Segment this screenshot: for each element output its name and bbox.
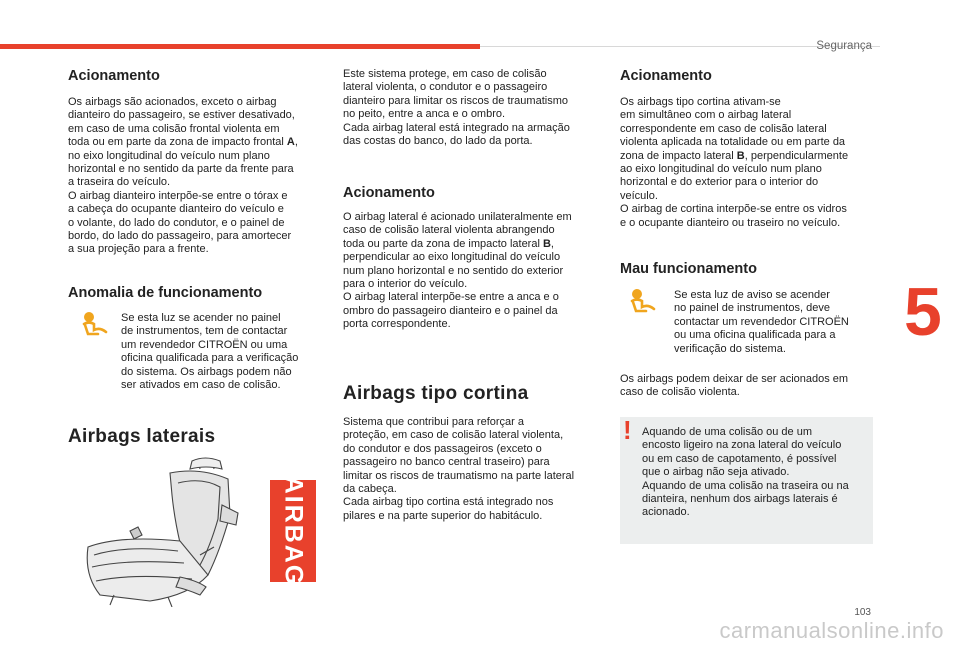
airbag-warning-lamp-icon (628, 287, 658, 317)
heading-acionamento-frontal: Acionamento (68, 68, 160, 84)
anomalia-indicator (80, 310, 335, 400)
page-number: 103 (854, 607, 871, 618)
warning-text: Aquando de uma colisão ou de um encosto ligeiro na zona lateral do veículo ou em caso de capotamento, é possível que o airbag não seja ativado. Aquando de uma colisão na traseira ou na dianteira, nenhum dos airbags laterais é acionado. (642, 426, 849, 519)
seat-illustration (80, 455, 240, 607)
airbag-warning-lamp-icon (80, 310, 110, 340)
exclamation-icon: ! (623, 415, 632, 445)
heading-mau-funcionamento: Mau funcionamento (620, 261, 757, 277)
chapter-tab (890, 272, 960, 352)
paragraph-airbags-cortina: Sistema que contribui para reforçar a proteção, em caso de colisão lateral violenta, do condutor e dos passageiros (exceto o passageiro no banco central traseiro) para limitar os riscos de traumatismo na parte lateral da cabeça. Cada airbag tipo cortina está integrado nos pilares e na parte superior do habitáculo. (343, 416, 575, 522)
heading-anomalia: Anomalia de funcionamento (68, 285, 263, 301)
paragraph-acionamento-lateral: O airbag lateral é acionado unilateralmente em caso de colisão lateral violenta abrangendo toda ou parte da zona de impacto lateral B, perpendicular ao eixo longitudinal do veículo num plano horizontal e no sentido do exterior para o interior do veículo. O airbag lateral interpõe-se entre a anca e o ombro do passageiro dianteiro e o painel da porta correspondente. (343, 211, 572, 331)
section-title: Segurança (816, 40, 872, 52)
heading-acionamento-lateral: Acionamento (343, 185, 435, 201)
paragraph-mau-funcionamento: Os airbags podem deixar de ser acionados em caso de colisão violenta. (620, 373, 849, 399)
mau-funcionamento-indicator (628, 287, 882, 362)
mau-funcionamento-text: Se esta luz de aviso se acender no painel de instrumentos, deve contactar um revendedor CITROËN ou uma oficina qualificada para a verificação do sistema. (674, 289, 849, 355)
airbag-label-tag (270, 475, 316, 587)
header-accent-bar (0, 44, 480, 49)
watermark: carmanualsonline.info (719, 618, 944, 643)
paragraph-laterais-intro: Este sistema protege, em caso de colisão lateral violenta, o condutor e o passageiro dianteiro para limitar os riscos de traumatismo no peito, entre a anca e o ombro. Cada airbag lateral está integrado na armação das costas do banco, do lado da porta. (343, 68, 570, 148)
paragraph-acionamento-cortina: Os airbags tipo cortina ativam-se em simultâneo com o airbag lateral correspondente em caso de colisão lateral violenta aplicada na totalidade ou em parte da zona de impacto lateral B, perpendicularmente ao eixo longitudinal do veículo num plano horizontal e do exterior para o interior do veículo. O airbag de cortina interpõe-se entre os vidros e o ocupante dianteiro ou traseiro no veículo. (620, 96, 849, 229)
heading-acionamento-cortina: Acionamento (620, 68, 712, 84)
anomalia-text: Se esta luz se acender no painel de instrumentos, tem de contactar um revendedor CITROËN ou uma oficina qualificada para a verificação do sistema. Os airbags podem não ser ativados em caso de colisão. (121, 312, 299, 392)
warning-box (620, 417, 873, 544)
airbag-label: AIRBAG (279, 475, 308, 587)
chapter-number: 5 (904, 274, 942, 350)
paragraph-acionamento-frontal: Os airbags são acionados, exceto o airbag dianteiro do passageiro, se estiver desativado, em caso de uma colisão frontal violenta em toda ou em parte da zona de impacto frontal A, no eixo longitudinal do veículo num plano horizontal e no sentido da parte da frente para a traseira do veículo. O airbag dianteiro interpõe-se entre o tórax e a cabeça do ocupante dianteiro do veículo e o volante, do lado do condutor, e o painel de bordo, do lado do passageiro, para amortecer a sua projeção para a frente. (68, 96, 298, 256)
heading-airbags-laterais: Airbags laterais (68, 426, 216, 447)
heading-airbags-cortina: Airbags tipo cortina (343, 383, 529, 404)
